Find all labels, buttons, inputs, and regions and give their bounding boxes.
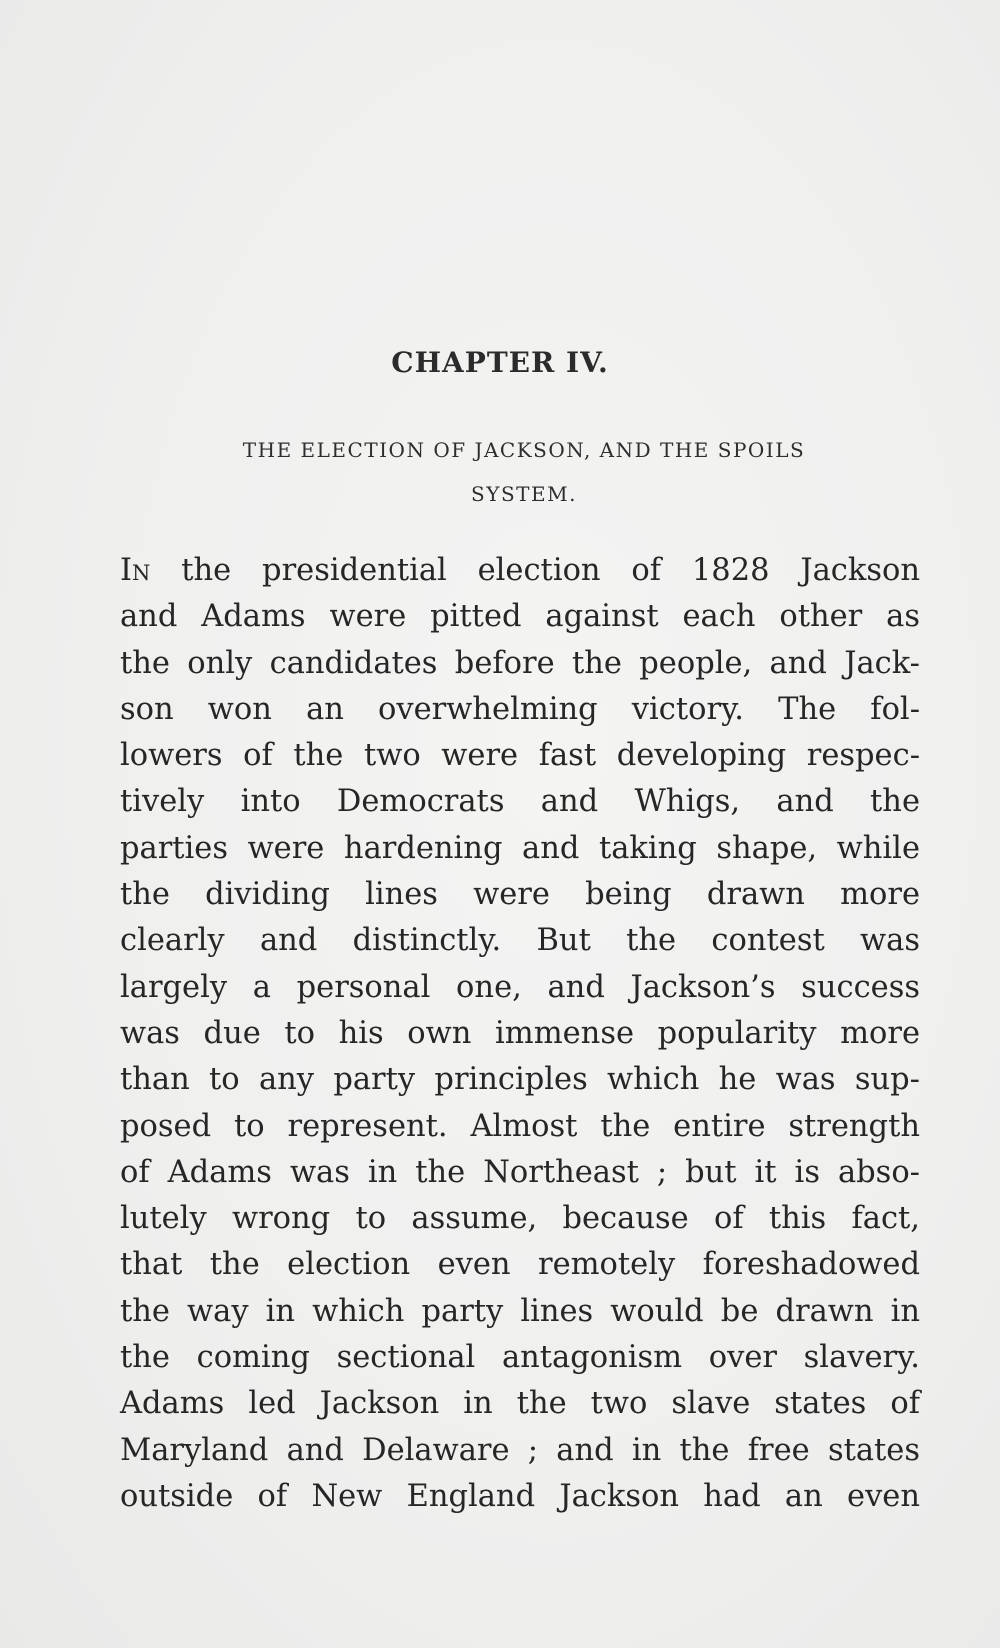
chapter-subtitle-line-1: THE ELECTION OF JACKSON, AND THE SPOILS [242,438,806,462]
text-line: outside of New England Jackson had an even [120,1478,920,1514]
text-line: the way in which party lines would be drawn in [120,1293,920,1329]
text-line: lowers of the two were fast developing respec- [120,738,920,774]
text-line: Adams led Jackson in the two slave states of [120,1386,920,1422]
text-line: than to any party principles which he was sup- [120,1062,920,1098]
text-line-content: the presidential election of 1828 Jackson [150,553,920,588]
body-paragraph [120,548,920,1520]
text-line: posed to represent. Almost the entire strength [120,1108,920,1144]
text-line: the only candidates before the people, and Jack- [120,645,920,681]
chapter-subtitle-line-2: SYSTEM. [471,482,577,506]
text-line: clearly and distinctly. But the contest was [120,923,920,959]
text-line: Maryland and Delaware ; and in the free states [120,1432,920,1468]
text-line: son won an overwhelming victory. The fol- [120,691,920,727]
text-line: that the election even remotely foreshadowed [120,1247,920,1283]
drop-word: In [120,553,151,588]
text-line: tively into Democrats and Whigs, and the [120,784,920,820]
text-line: parties were hardening and taking shape, while [120,830,920,866]
chapter-subtitle [128,428,920,516]
text-line: largely a personal one, and Jackson’s success [120,969,920,1005]
text-line: and Adams were pitted against each other as [120,599,920,635]
text-line: was due to his own immense popularity more [120,1015,920,1051]
text-line: of Adams was in the Northeast ; but it is abso- [120,1154,920,1190]
text-line [120,548,920,594]
text-line: the dividing lines were being drawn more [120,877,920,913]
text-line: lutely wrong to assume, because of this fact, [120,1201,920,1237]
chapter-title: CHAPTER IV. [391,346,609,379]
text-line: the coming sectional antagonism over slavery. [120,1340,920,1376]
